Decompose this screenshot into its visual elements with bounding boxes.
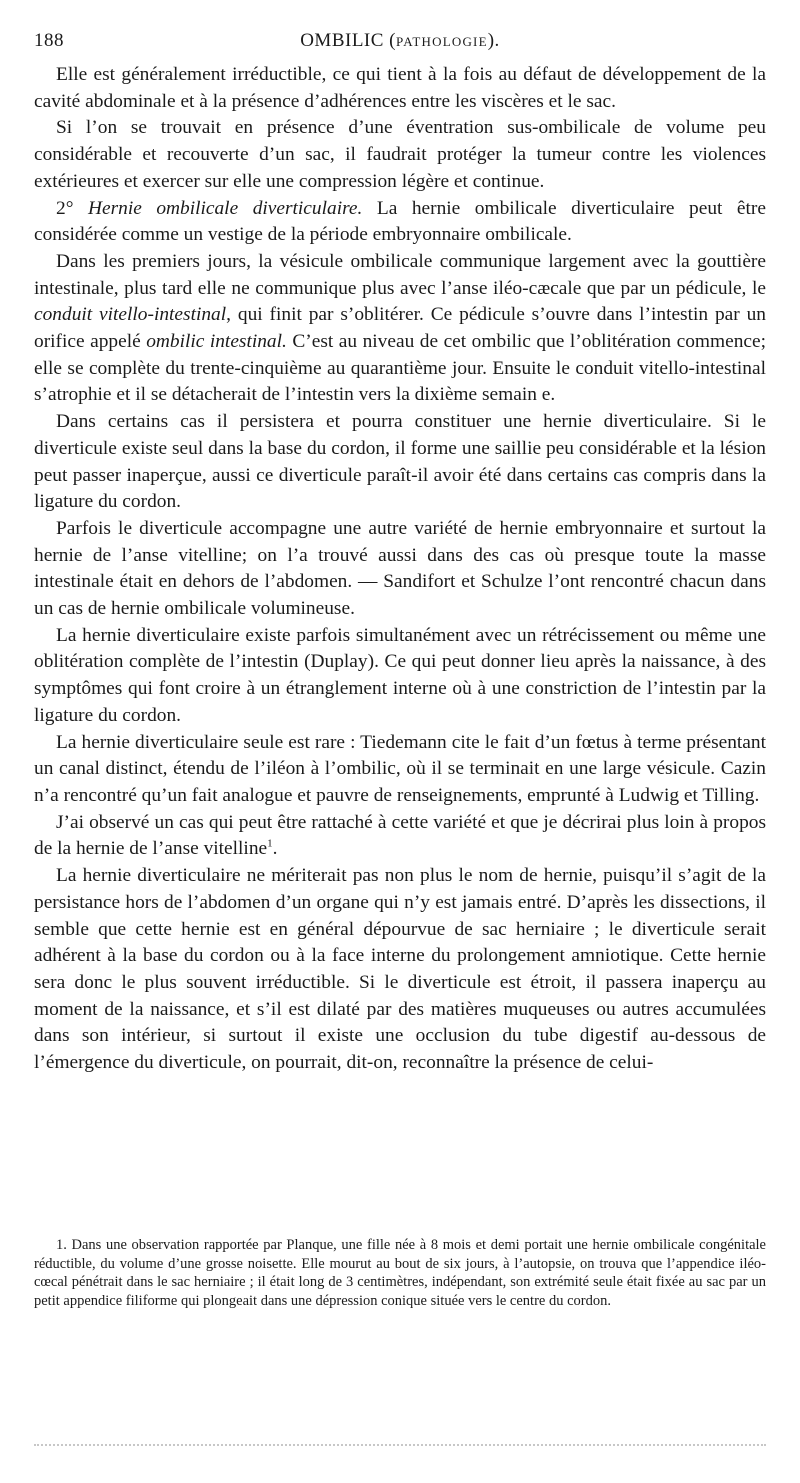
text-segment: J’ai observé un cas qui peut être rattaché à cette variété et que je décrirai plus loin à propos de la hernie de l’anse vitelline — [34, 811, 766, 860]
running-title-close: ). — [487, 30, 500, 51]
paragraph — [34, 623, 766, 730]
paragraph — [34, 810, 766, 863]
paragraph — [34, 249, 766, 409]
text-segment: Parfois le diverticule accompagne une autre variété de hernie embryonnaire et surtout la hernie de l’anse vitelline; on l’a trouvé aussi dans des cas où presque toute la masse intestinale était en dehors de l’abdomen. — Sandifort et Schulze l’ont rencontré chacun dans un cas de hernie ombilicale volumineuse. — [34, 517, 766, 620]
paragraph — [34, 115, 766, 195]
paragraph — [34, 196, 766, 249]
text-segment: La hernie diverticulaire existe parfois simultanément avec un rétrécissement ou même une oblitération complète de l’intestin (Duplay). Ce qui peut donner lieu après la naissance, à des symptômes qui font croire à un étranglement interne où à une constriction de l’intestin par la ligature du cordon. — [34, 624, 766, 726]
italic-text: conduit vitello-intestinal — [34, 304, 227, 326]
italic-text: Hernie ombilicale diverticulaire. — [87, 197, 363, 219]
text-segment: La hernie diverticulaire seule est rare : Tiedemann cite le fait d’un fœtus à terme présentant un canal distinct, étendu de l’iléon à l’ombilic, où il se terminait en une large vésicule. Cazin n’a rencontré qu’un fait analogue et pauvre de renseignements, emprunté à Ludwig et Tilling. — [34, 731, 766, 806]
paragraph — [34, 863, 766, 1077]
text-segment: Elle est généralement irréductible, ce qui tient à la fois au défaut de développement de la cavité abdominale et à la présence d’adhérences entre les viscères et le sac. — [34, 64, 766, 112]
paragraph — [34, 62, 766, 115]
paragraph — [34, 516, 766, 623]
paragraph — [34, 409, 766, 516]
text-segment: C’est au niveau de cet ombilic que l’oblitération commence; elle se complète du trente-cinquième au quarantième jour. Ensuite le conduit vitello-intestinal s’atrophie et il se détacherait de l’intestin vers la dixième semain e. — [34, 331, 766, 406]
text-segment: Dans certains cas il persistera et pourra constituer une hernie diverticulaire. Si le diverticule existe seul dans la base du cordon, il forme une saillie peu considérable et la lésion peut passer inaperçue, aussi ce diverticule paraît-il avoir été dans certains cas compris dans la ligature du cordon. — [34, 411, 766, 513]
paragraph — [34, 730, 766, 810]
text-segment: 2° — [56, 197, 88, 219]
text-segment: La hernie ombilicale diverticulaire peut être considérée comme un vestige de la période embryonnaire ombilicale. — [34, 197, 766, 246]
running-title-main: OMBILIC ( — [300, 30, 397, 51]
body-text — [34, 62, 766, 1077]
running-title — [34, 30, 766, 52]
italic-text: ombilic intestinal. — [146, 331, 287, 353]
page-number: 188 — [34, 30, 64, 51]
text-segment: Dans les premiers jours, la vésicule ombilicale communique largement avec la gouttière intestinale, plus tard elle ne communique plus avec l’anse iléo-cæcale que par un pédicule, le — [34, 250, 766, 299]
text-segment: , qui finit par s’oblitérer. Ce pédicule s’ouvre dans l’intestin par un orifice appelé — [34, 304, 766, 353]
text-segment: . — [272, 838, 278, 860]
running-title-subtitle: PATHOLOGIE — [396, 34, 488, 49]
text-segment: Si l’on se trouvait en présence d’une éventration sus-ombilicale de volume peu considérable et recouverte d’un sac, il faudrait protéger la tumeur contre les violences extérieures et exercer sur elle une compression légère et continue. — [34, 117, 766, 192]
page — [34, 28, 766, 1077]
footnote-marker: 1 — [267, 837, 273, 850]
running-header — [34, 28, 766, 58]
footnote-1: 1. Dans une observation rapportée par Planque, une fille née à 8 mois et demi portait une hernie ombilicale congénitale réductible, du volume d’une grosse noisette. Elle mourut au bout de six jours, à l’autopsie, on trouva que l’appendice iléo-cœcal pénétrait dans le sac herniaire ; il était long de 3 centimètres, indépendant, son extrémité seule était fixée au sac par un petit appendice filiforme qui plongeait dans une dépression conique située vers le centre du cordon. — [34, 1237, 766, 1309]
text-segment: La hernie diverticulaire ne mériterait pas non plus le nom de hernie, puisqu’il s’agit de la persistance hors de l’abdomen d’un organe qui n’y est jamais entré. D’après les dissections, il semble que cette hernie est en général dépourvue de sac herniaire ; le diverticule serait adhérent à la base du cordon ou à la face interne du prolongement amniotique. Cette hernie sera donc le plus souvent irréductible. Si le diverticule est étroit, il passera inaperçu au moment de la naissance, et s’il est dilaté par des matières muqueuses ou autres accumulées dans son intérieur, si surtout il existe une occlusion du tube digestif au-dessous de l’émergence du diverticule, on pourrait, dit-on, reconnaître la présence de celui- — [34, 865, 766, 1074]
footnotes — [34, 1236, 766, 1310]
bottom-dotted-rule — [34, 1442, 766, 1446]
